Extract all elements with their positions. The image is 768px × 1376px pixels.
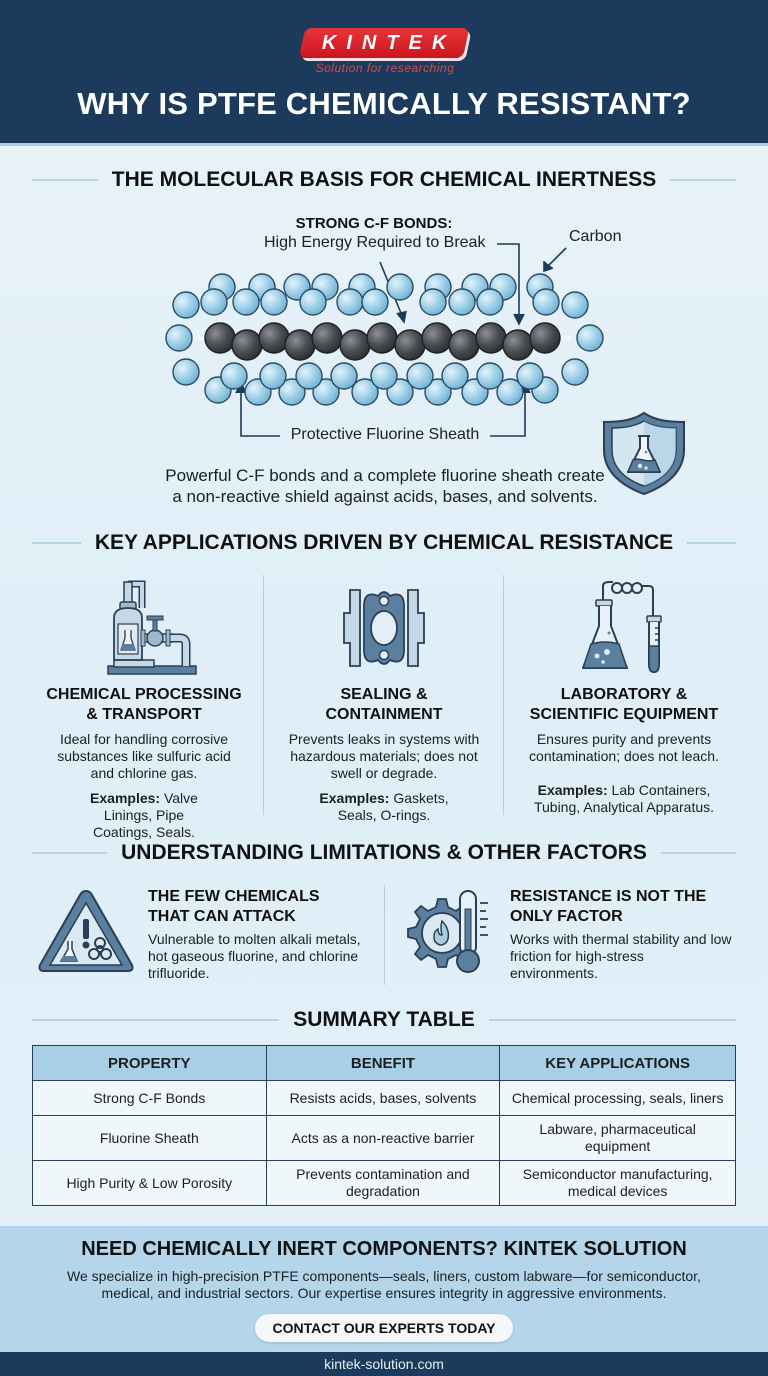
- limitation-title: RESISTANCE IS NOT THE: [510, 888, 707, 905]
- table-header-row: [33, 1046, 736, 1081]
- application-examples: Examples: Gaskets, Seals, O-rings.: [319, 790, 449, 823]
- section-heading-limitations: [32, 841, 736, 865]
- sheath-label: Protective Fluorine Sheath: [290, 426, 480, 443]
- table-cell: Prevents contamination and degradation: [266, 1161, 500, 1206]
- limitation-description: Works with thermal stability and low friction for high-stress environments.: [510, 931, 732, 981]
- section-heading-summary: [32, 1008, 736, 1032]
- column-divider: [384, 885, 385, 985]
- table-cell: Fluorine Sheath: [33, 1116, 267, 1161]
- heading-rule: [32, 542, 81, 544]
- application-examples: Examples: Valve Linings, Pipe Coatings, Seals.: [90, 790, 198, 840]
- website-link[interactable]: kintek-solution.com: [324, 1356, 444, 1372]
- application-title: SEALING &: [340, 686, 428, 703]
- limitation-card: [36, 885, 376, 982]
- gear-thermometer-icon: [402, 885, 498, 977]
- lab-glassware-icon: [569, 578, 679, 678]
- application-description: Prevents leaks in systems with hazardous materials; does not swell or degrade.: [288, 731, 480, 781]
- limitation-description: Vulnerable to molten alkali metals, hot gaseous fluorine, and chlorine trifluoride.: [148, 931, 361, 981]
- cta-body: We specialize in high-precision PTFE components—seals, liners, custom labware—for semiconductor, medical, and industrial sectors. Our expertise ensures integrity in aggressive environments.: [67, 1268, 701, 1301]
- section-heading-applications: [32, 531, 736, 555]
- chemical-processing-icon: [84, 578, 204, 678]
- application-title: CONTAINMENT: [325, 706, 443, 723]
- logo-tagline: Solution for researching: [315, 61, 455, 75]
- bond-label-title: STRONG C-F BONDS:: [295, 215, 453, 232]
- limitation-title: ONLY FACTOR: [510, 908, 623, 925]
- application-title: LABORATORY &: [560, 686, 688, 703]
- hazard-warning-icon: [36, 885, 136, 977]
- summary-table: [32, 1045, 736, 1206]
- bond-label-sub: High Energy Required to Break: [264, 234, 486, 251]
- column-header: KEY APPLICATIONS: [500, 1046, 736, 1081]
- application-examples: Examples: Lab Containers, Tubing, Analytical Apparatus.: [533, 782, 715, 815]
- application-title: & TRANSPORT: [86, 706, 202, 723]
- table-cell: Resists acids, bases, solvents: [266, 1081, 500, 1116]
- application-title: CHEMICAL PROCESSING: [46, 686, 242, 703]
- contact-experts-button[interactable]: CONTACT OUR EXPERTS TODAY: [255, 1314, 513, 1342]
- gasket-flange-icon: [334, 578, 434, 678]
- cta-title: NEED CHEMICALLY INERT COMPONENTS? KINTEK SOLUTION: [81, 1238, 687, 1260]
- page-title: WHY IS PTFE CHEMICALLY RESISTANT?: [77, 86, 691, 121]
- application-card: [24, 575, 264, 841]
- limitation-title: THE FEW CHEMICALS: [148, 888, 320, 905]
- shield-flask-icon: [600, 410, 688, 496]
- molecular-summary: [150, 465, 620, 507]
- limitation-title: THAT CAN ATTACK: [148, 908, 296, 925]
- logo-text: KINTEK: [321, 31, 457, 54]
- table-cell: Chemical processing, seals, liners: [500, 1081, 736, 1116]
- molecular-summary-line1: Powerful C-F bonds and a complete fluorine sheath create: [165, 466, 605, 485]
- table-cell: High Purity & Low Porosity: [33, 1161, 267, 1206]
- column-header: PROPERTY: [33, 1046, 267, 1081]
- molecular-summary-line2: a non-reactive shield against acids, bases, and solvents.: [172, 487, 598, 506]
- heading-rule: [687, 542, 736, 544]
- application-card: [504, 575, 744, 816]
- application-title: SCIENTIFIC EQUIPMENT: [529, 706, 719, 723]
- cta-banner: [0, 1226, 768, 1352]
- table-cell: Acts as a non-reactive barrier: [266, 1116, 500, 1161]
- section-title: KEY APPLICATIONS DRIVEN BY CHEMICAL RESISTANCE: [94, 531, 674, 554]
- table-cell: Semiconductor manufacturing, medical devices: [500, 1161, 736, 1206]
- section-title: UNDERSTANDING LIMITATIONS & OTHER FACTORS: [121, 841, 647, 864]
- application-description: Ideal for handling corrosive substances like sulfuric acid and chlorine gas.: [57, 731, 231, 781]
- limitation-card: [402, 885, 742, 982]
- column-header: BENEFIT: [266, 1046, 500, 1081]
- section-title: THE MOLECULAR BASIS FOR CHEMICAL INERTNESS: [111, 168, 657, 191]
- table-row: [33, 1161, 736, 1206]
- table-row: [33, 1116, 736, 1161]
- application-description: Ensures purity and prevents contamination; does not leach.: [529, 731, 719, 764]
- table-cell: Strong C-F Bonds: [33, 1081, 267, 1116]
- table-cell: Labware, pharmaceutical equipment: [500, 1116, 736, 1161]
- footer: [0, 1352, 768, 1376]
- heading-rule: [489, 1019, 736, 1021]
- carbon-label: Carbon: [569, 228, 622, 245]
- table-row: [33, 1081, 736, 1116]
- application-card: [264, 575, 504, 824]
- section-title: SUMMARY TABLE: [293, 1008, 475, 1031]
- heading-rule: [661, 852, 736, 854]
- heading-rule: [32, 1019, 279, 1021]
- heading-rule: [32, 852, 107, 854]
